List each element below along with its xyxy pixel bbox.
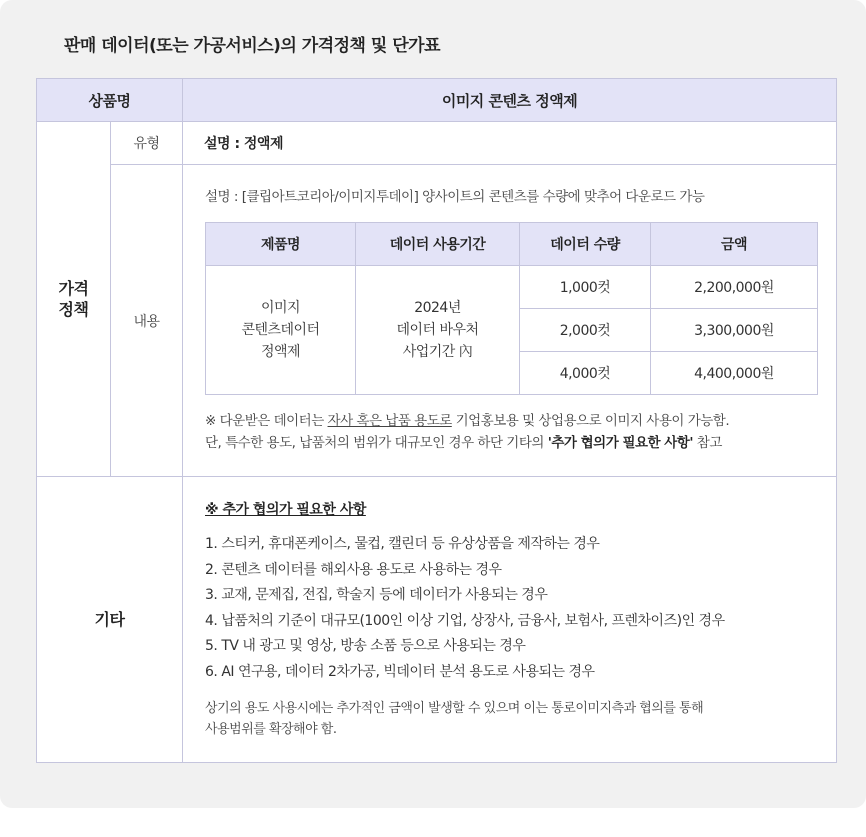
etc-cell — [183, 477, 837, 763]
period-line: 사업기간 內 — [402, 344, 473, 360]
list-item: 4. 납품처의 기준이 대규모(100인 이상 기업, 상장사, 금융사, 보험사, 프렌차이즈)인 경우 — [205, 612, 725, 629]
header-price: 금액 — [651, 223, 818, 266]
etc-label: 기타 — [37, 477, 183, 763]
content-row — [37, 165, 837, 477]
period-cell — [356, 266, 520, 395]
price-policy-label — [37, 122, 111, 477]
note-text: 기업홍보용 및 상업용으로 이미지 사용이 가능함. — [451, 413, 730, 429]
product-line: 콘텐츠데이터 — [241, 322, 320, 338]
quantity-cell: 1,000컷 — [520, 266, 651, 309]
list-item: 5. TV 내 광고 및 영상, 방송 소품 등으로 사용되는 경우 — [205, 638, 526, 655]
header-period: 데이터 사용기간 — [356, 223, 520, 266]
etc-heading: ※ 추가 협의가 필요한 사항 — [205, 502, 366, 518]
header-quantity: 데이터 수량 — [520, 223, 651, 266]
list-item: 1. 스티커, 휴대폰케이스, 물컵, 캘린더 등 유상상품을 제작하는 경우 — [205, 536, 600, 552]
etc-row — [37, 477, 837, 763]
product-line: 정액제 — [260, 344, 301, 360]
content-description: 설명 : [클립아트코리아/이미지투데이] 양사이트의 콘텐츠를 수량에 맞추어 다운로드 가능 — [205, 189, 705, 205]
usage-note-line2 — [205, 432, 818, 454]
table-header-row — [37, 79, 837, 122]
etc-footer — [205, 698, 818, 740]
price-policy-label-line2: 정책 — [58, 300, 89, 319]
pricing-policy-table — [36, 78, 837, 763]
price-policy-label-line1: 가격 — [58, 279, 89, 298]
usage-note-line1 — [205, 410, 818, 432]
note-text: 단, 특수한 용도, 납품처의 범위가 대규모인 경우 하단 기타의 — [205, 435, 548, 451]
note-text: 참고 — [692, 435, 722, 451]
price-cell: 3,300,000원 — [651, 309, 818, 352]
note-text: ※ 다운받은 데이터는 — [205, 413, 328, 429]
type-row — [37, 122, 837, 165]
note-underlined-text: 자사 혹은 납품 용도로 — [327, 413, 452, 429]
period-line: 2024년 — [414, 300, 461, 316]
product-name-label: 상품명 — [37, 79, 183, 122]
list-item: 2. 콘텐츠 데이터를 해외사용 용도로 사용하는 경우 — [205, 561, 502, 578]
price-cell: 4,400,000원 — [651, 352, 818, 395]
etc-footer-line2: 사용범위를 확장해야 함. — [205, 721, 337, 737]
quantity-cell: 4,000컷 — [520, 352, 651, 395]
list-item: 6. AI 연구용, 데이터 2차가공, 빅데이터 분석 용도로 사용되는 경우 — [205, 663, 595, 680]
type-value: 설명 : 정액제 — [183, 122, 837, 165]
list-item: 3. 교재, 문제집, 전집, 학술지 등에 데이터가 사용되는 경우 — [205, 587, 548, 604]
page-title: 판매 데이터(또는 가공서비스)의 가격정책 및 단가표 — [64, 36, 440, 56]
type-label: 유형 — [111, 122, 183, 165]
usage-note — [205, 410, 818, 476]
product-line: 이미지 — [260, 300, 301, 316]
content-cell — [183, 165, 837, 477]
unit-price-table — [205, 222, 818, 395]
period-line: 데이터 바우처 — [396, 322, 479, 338]
note-bold-text: '추가 협의가 필요한 사항' — [547, 435, 693, 451]
content-label: 내용 — [111, 165, 183, 477]
unit-price-header-row — [206, 223, 818, 266]
product-cell — [206, 266, 356, 395]
header-product: 제품명 — [206, 223, 356, 266]
table-row — [206, 266, 818, 309]
quantity-cell: 2,000컷 — [520, 309, 651, 352]
price-cell: 2,200,000원 — [651, 266, 818, 309]
product-name-value: 이미지 콘텐츠 정액제 — [183, 79, 837, 122]
etc-footer-line1: 상기의 용도 사용시에는 추가적인 금액이 발생할 수 있으며 이는 통로이미지측과 협의를 통해 — [205, 700, 704, 716]
